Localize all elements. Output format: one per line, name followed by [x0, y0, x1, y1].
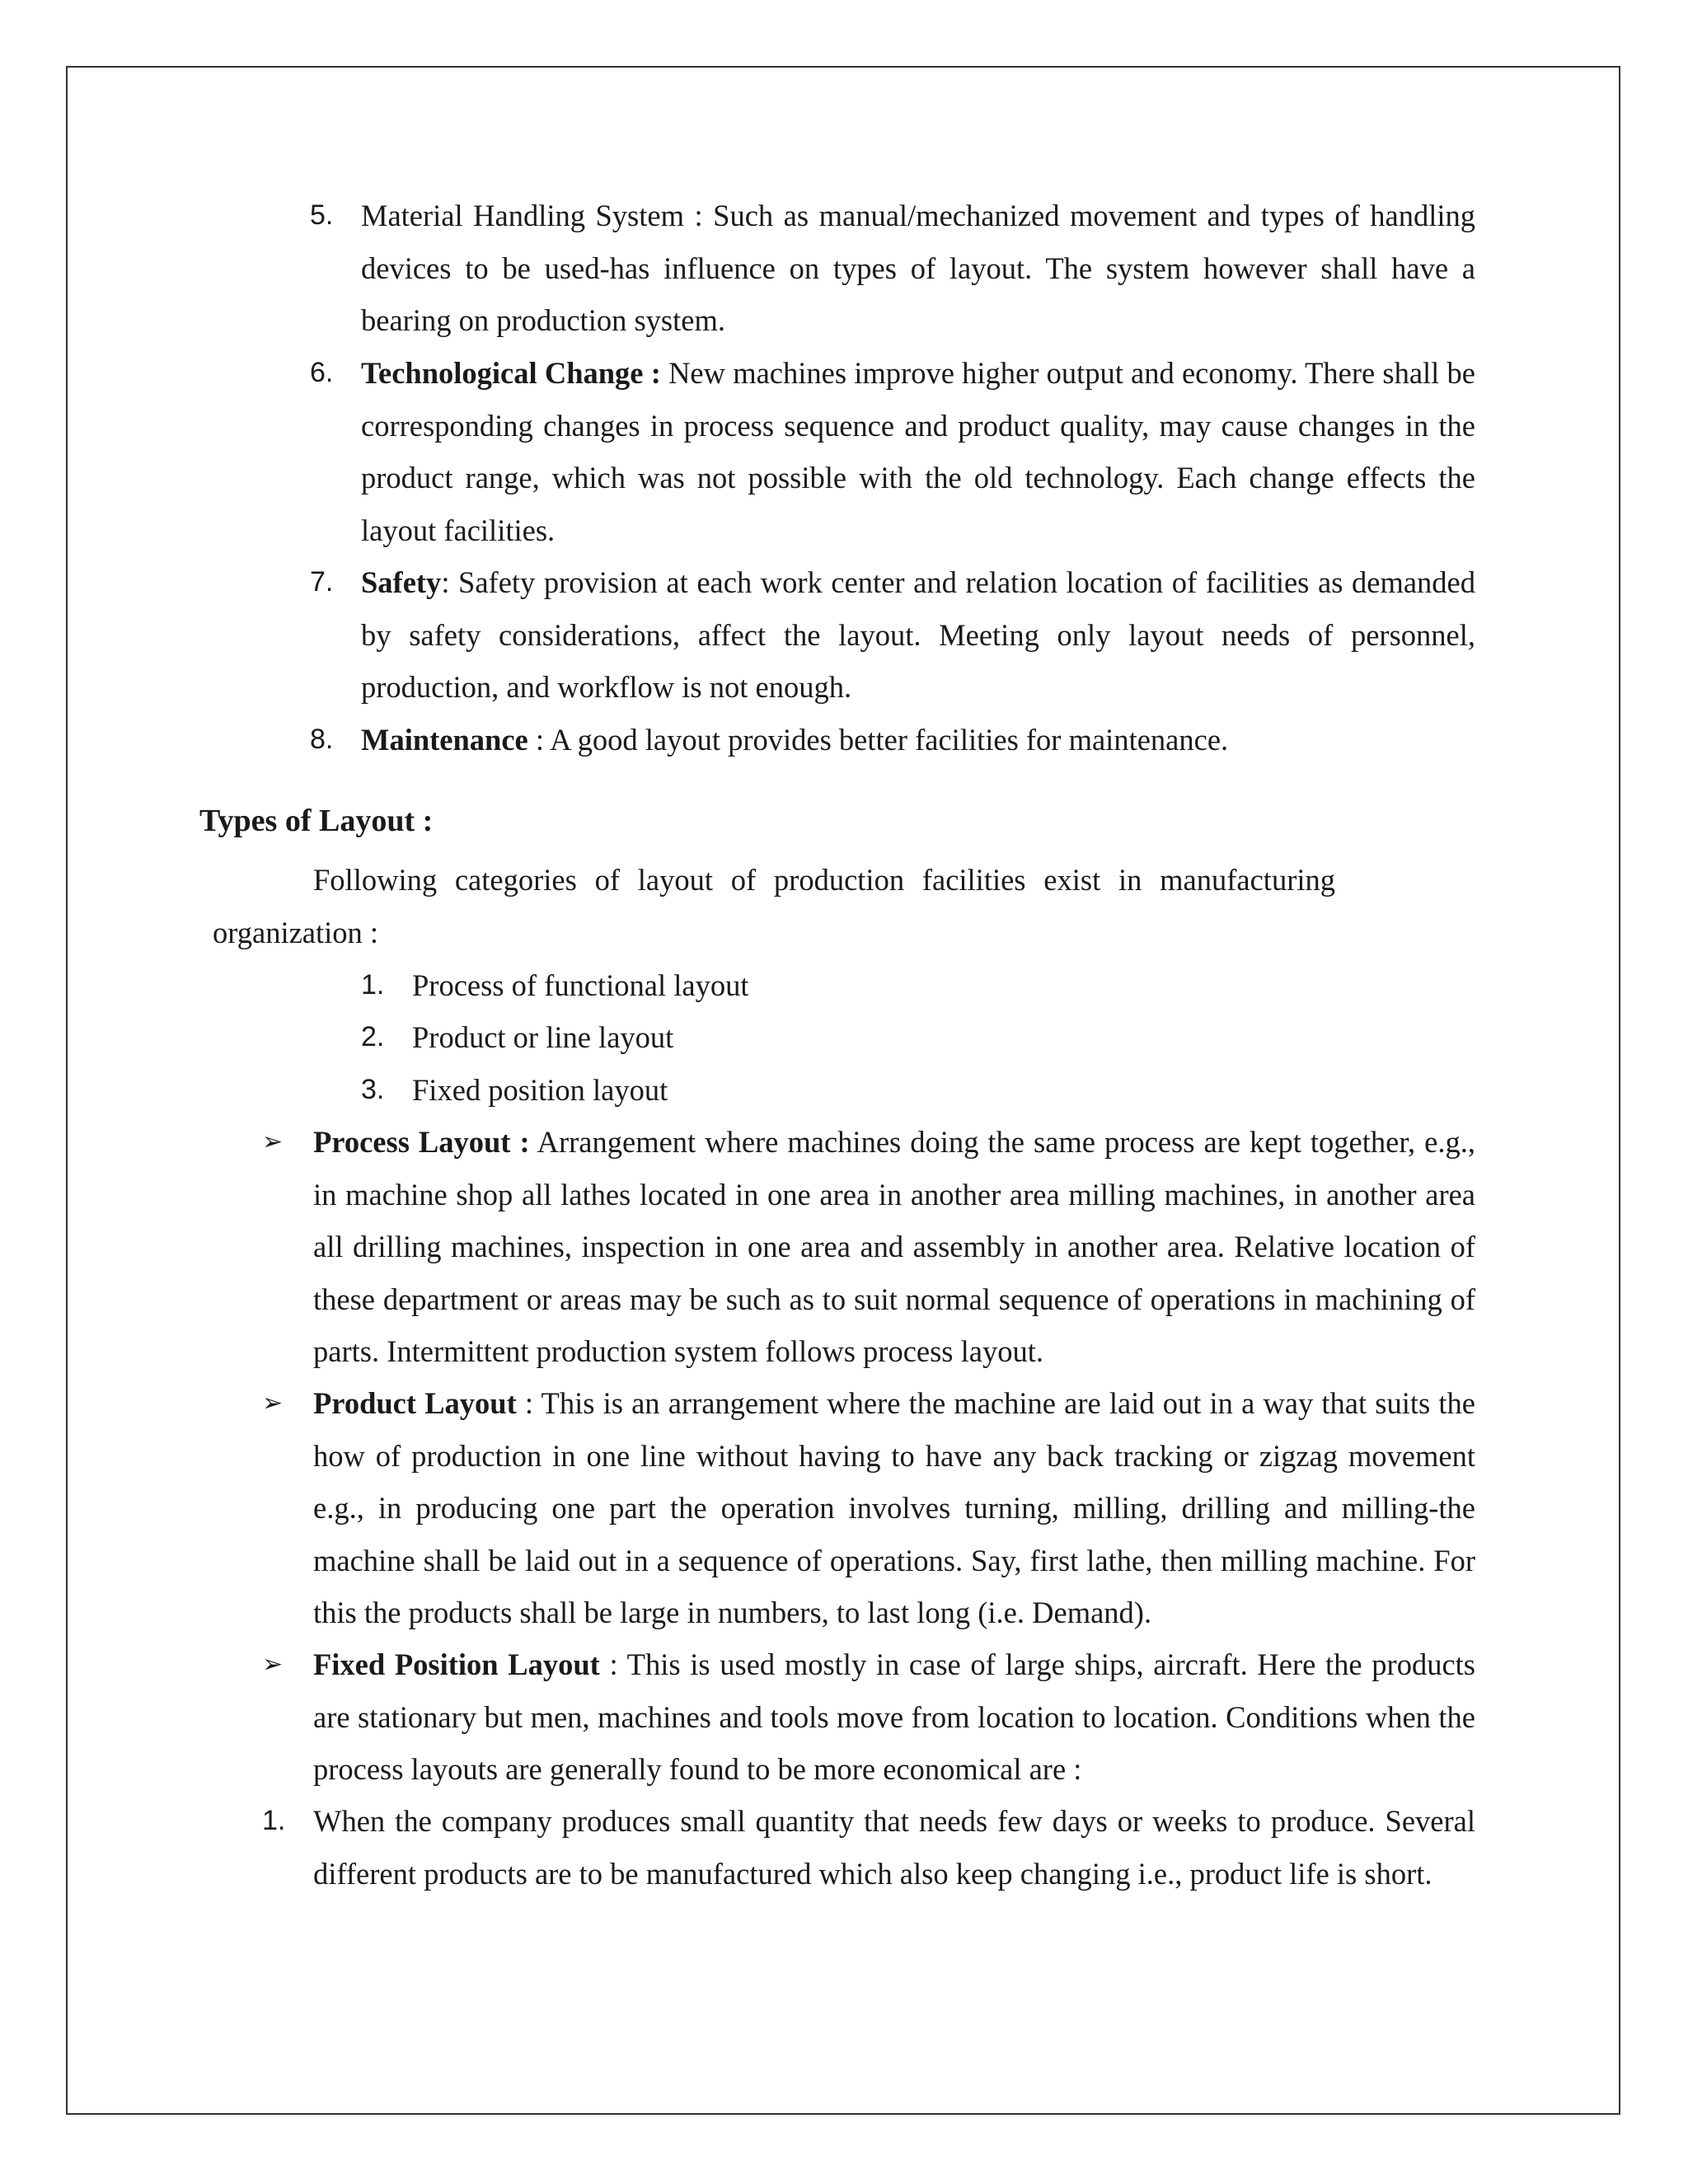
- list-number: 2.: [361, 1021, 385, 1052]
- arrow-bullet-icon: ➢: [262, 1389, 284, 1418]
- list-number: 3.: [361, 1074, 385, 1105]
- list-number: 1.: [361, 969, 385, 1001]
- factor-item-technological-change: [361, 347, 1475, 556]
- type-item: Process of functional layout: [412, 968, 749, 1002]
- factor-lead: Technological Change :: [361, 356, 661, 390]
- bullet-text: : This is an arrangement where the machine are laid out in a way that suits the how of production in one line without having to have any back tracking or zigzag movement e.g., in producing one part the operation involves turning, milling, drilling and milling-the machine shall be laid out in a sequence of operations. Say, first lathe, then milling machine. For this the products shall be large in numbers, to last long (i.e. Demand).: [313, 1386, 1475, 1629]
- bullet-lead: Process Layout :: [313, 1125, 530, 1159]
- factor-text: : A good layout provides better facilities for maintenance.: [528, 723, 1229, 757]
- factor-lead: Maintenance: [361, 723, 528, 757]
- factor-text: Material Handling System : Such as manual/mechanized movement and types of handling devices to be used-has influence on types of layout. The system however shall have a bearing on production system.: [361, 199, 1475, 337]
- list-number: 8.: [310, 724, 334, 755]
- intro-line-1: Following categories of layout of production facilities exist in manufacturing: [313, 863, 1335, 897]
- list-number: 5.: [310, 199, 334, 231]
- factor-item-material-handling: [361, 190, 1475, 347]
- arrow-bullet-icon: ➢: [262, 1127, 284, 1156]
- bullet-text: : This is used mostly in case of large ships, aircraft. Here the products are stationary but men, machines and tools move from location to location. Conditions when the process layouts are generally found to be more economical are :: [313, 1647, 1475, 1786]
- bullet-lead: Fixed Position Layout: [313, 1647, 600, 1681]
- arrow-bullet-icon: ➢: [262, 1650, 284, 1679]
- list-number: 7.: [310, 566, 334, 598]
- bullet-lead: Product Layout: [313, 1386, 517, 1420]
- list-number: 6.: [310, 357, 334, 388]
- list-number: 1.: [262, 1805, 286, 1836]
- condition-item: When the company produces small quantity that needs few days or weeks to produce. Several different products are to be manufactured which also keep changing i.e., product life is short.: [313, 1804, 1475, 1891]
- type-item: Product or line layout: [412, 1020, 674, 1054]
- bullet-item-product-layout: [313, 1377, 1475, 1639]
- factor-item-safety: [361, 556, 1475, 714]
- bullet-item-process-layout: [313, 1116, 1475, 1378]
- type-item: Fixed position layout: [412, 1073, 668, 1107]
- intro-line-2: organization :: [213, 916, 379, 949]
- section-heading: Types of Layout :: [199, 804, 434, 838]
- factor-lead: Safety: [361, 565, 442, 599]
- factor-item-maintenance: [361, 714, 1475, 766]
- factor-text: : Safety provision at each work center and relation location of facilities as demanded by safety considerations, affect the layout. Meeting only layout needs of personnel, production, and workflow is not enough.: [361, 565, 1475, 704]
- bullet-text: Arrangement where machines doing the same process are kept together, e.g., in machine shop all lathes located in one area in another area milling machines, in another area all drilling machines, inspection in one area and assembly in another area. Relative location of these department or areas may be such as to suit normal sequence of operations in machining of parts. Intermittent production system follows process layout.: [313, 1125, 1475, 1368]
- factor-text: New machines improve higher output and economy. There shall be corresponding changes in process sequence and product quality, may cause changes in the product range, which was not possible with the old technology. Each change effects the layout facilities.: [361, 356, 1475, 547]
- bullet-item-fixed-position-layout: [313, 1638, 1475, 1796]
